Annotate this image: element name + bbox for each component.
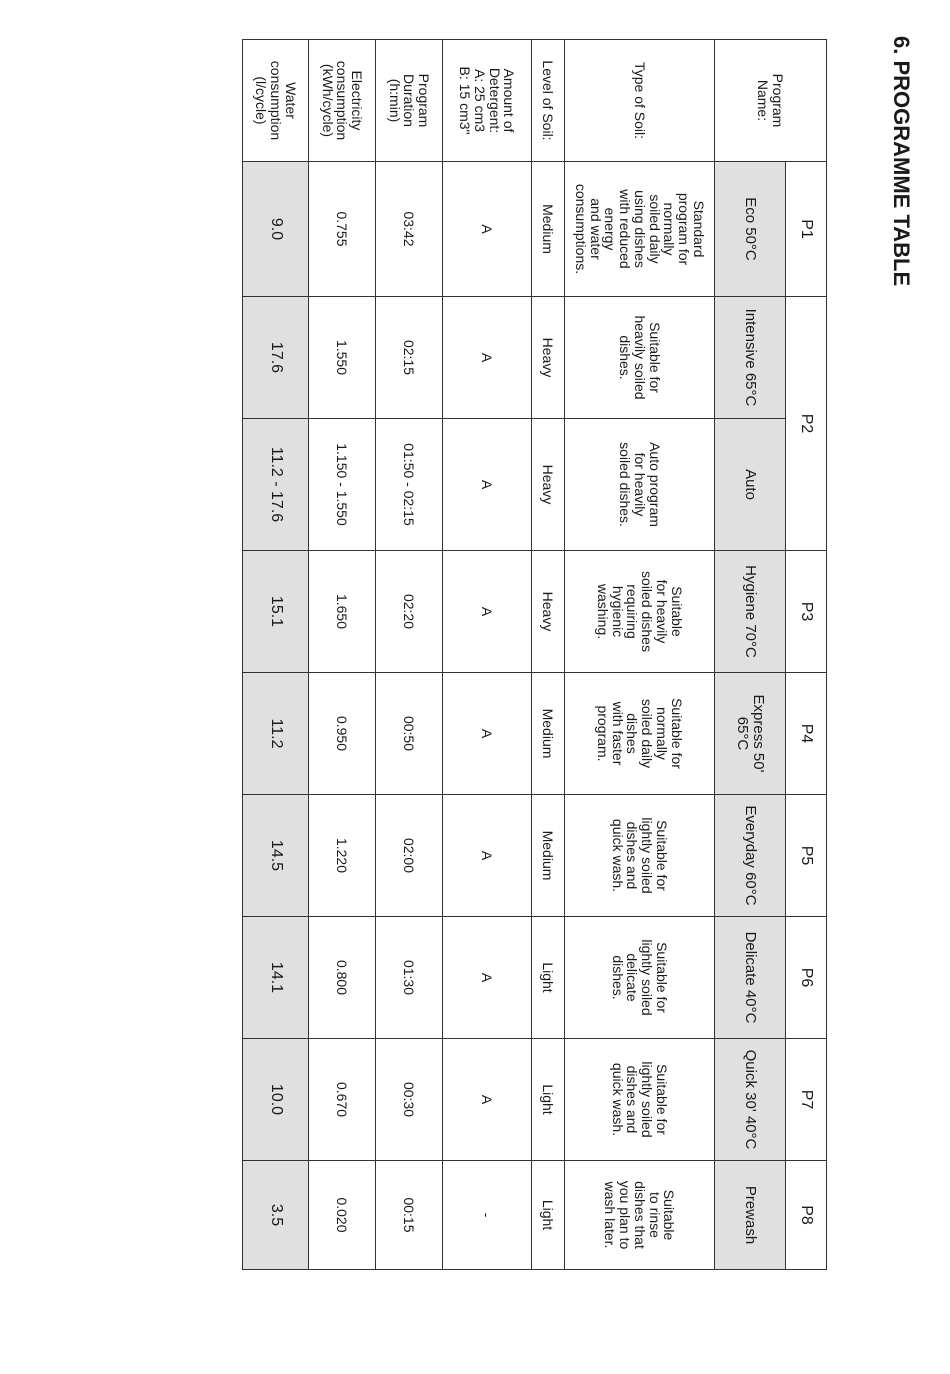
- cell-detergent: A: [443, 1038, 532, 1160]
- cell-water: 17.6: [242, 296, 309, 418]
- cell-electricity: 1.650: [309, 550, 376, 672]
- cell-detergent: A: [443, 916, 532, 1038]
- program-group-header: P7: [786, 1038, 827, 1160]
- cell-name: Eco 50°C: [715, 161, 786, 296]
- cell-water: 14.1: [242, 916, 309, 1038]
- cell-level: Heavy: [532, 418, 565, 550]
- cell-level: Heavy: [532, 550, 565, 672]
- cell-duration: 00:30: [376, 1038, 443, 1160]
- cell-detergent: A: [443, 296, 532, 418]
- row-header-level-of-soil: Level of Soil:: [532, 39, 565, 161]
- cell-level: Medium: [532, 794, 565, 916]
- cell-detergent: A: [443, 418, 532, 550]
- row-header-amount-of-detergent: Amount of Detergent: A: 25 cm3 B: 15 cm3": [443, 39, 532, 161]
- cell-name: Everyday 60°C: [715, 794, 786, 916]
- cell-name: Intensive 65°C: [715, 296, 786, 418]
- cell-name: Express 50' 65°C: [715, 672, 786, 794]
- row-header-program-name: Program Name:: [715, 39, 827, 161]
- cell-duration: 01:30: [376, 916, 443, 1038]
- cell-name: Prewash: [715, 1160, 786, 1270]
- program-group-header: P5: [786, 794, 827, 916]
- row-header-electricity-consumption: Electricity consumption (kWh/cycle): [309, 39, 376, 161]
- page-title: 6. PROGRAMME TABLE: [889, 36, 914, 287]
- cell-soil-type: Suitable for lightly soiled dishes and quick wash.: [565, 1038, 715, 1160]
- cell-level: Light: [532, 1038, 565, 1160]
- cell-duration: 00:15: [376, 1160, 443, 1270]
- cell-name: Auto: [715, 418, 786, 550]
- cell-electricity: 0.670: [309, 1038, 376, 1160]
- cell-soil-type: Suitable to rinse dishes that you plan to wash later.: [565, 1160, 715, 1270]
- row-header-program-duration: Program Duration (h:min): [376, 39, 443, 161]
- cell-soil-type: Standard program for normally soiled daily using dishes with reduced energy and water consumptions.: [565, 161, 715, 296]
- program-group-header: P4: [786, 672, 827, 794]
- cell-water: 3.5: [242, 1160, 309, 1270]
- cell-soil-type: Auto program for heavily soiled dishes.: [565, 418, 715, 550]
- cell-name: Hygiene 70°C: [715, 550, 786, 672]
- cell-detergent: A: [443, 550, 532, 672]
- row-header-type-of-soil: Type of Soil:: [565, 39, 715, 161]
- cell-duration: 02:15: [376, 296, 443, 418]
- cell-level: Heavy: [532, 296, 565, 418]
- cell-electricity: 1.550: [309, 296, 376, 418]
- cell-water: 11.2 - 17.6: [242, 418, 309, 550]
- cell-electricity: 0.800: [309, 916, 376, 1038]
- cell-soil-type: Suitable for heavily soiled dishes requiring hygienic washing.: [565, 550, 715, 672]
- cell-electricity: 1.220: [309, 794, 376, 916]
- page-title-wrapper: [883, 36, 919, 356]
- cell-soil-type: Suitable for lightly soiled delicate dishes.: [565, 916, 715, 1038]
- cell-duration: 00:50: [376, 672, 443, 794]
- cell-water: 10.0: [242, 1038, 309, 1160]
- cell-detergent: -: [443, 1160, 532, 1270]
- cell-electricity: 0.020: [309, 1160, 376, 1270]
- cell-detergent: A: [443, 672, 532, 794]
- cell-duration: 02:20: [376, 550, 443, 672]
- cell-name: Delicate 40°C: [715, 916, 786, 1038]
- cell-soil-type: Suitable for lightly soiled dishes and quick wash.: [565, 794, 715, 916]
- cell-level: Medium: [532, 672, 565, 794]
- cell-electricity: 1.150 - 1.550: [309, 418, 376, 550]
- cell-duration: 02:00: [376, 794, 443, 916]
- cell-duration: 01:50 - 02:15: [376, 418, 443, 550]
- cell-detergent: A: [443, 161, 532, 296]
- cell-duration: 03:42: [376, 161, 443, 296]
- program-group-header: P1: [786, 161, 827, 296]
- program-group-header: P6: [786, 916, 827, 1038]
- cell-name: Quick 30' 40°C: [715, 1038, 786, 1160]
- cell-water: 9.0: [242, 161, 309, 296]
- cell-level: Light: [532, 1160, 565, 1270]
- cell-soil-type: Suitable for normally soiled daily dishes with faster program.: [565, 672, 715, 794]
- cell-water: 14.5: [242, 794, 309, 916]
- program-group-header: P8: [786, 1160, 827, 1270]
- cell-level: Medium: [532, 161, 565, 296]
- programme-table: [209, 39, 827, 1270]
- cell-water: 11.2: [242, 672, 309, 794]
- cell-detergent: A: [443, 794, 532, 916]
- cell-water: 15.1: [242, 550, 309, 672]
- program-group-header: P2: [786, 296, 827, 550]
- cell-soil-type: Suitable for heavily soiled dishes.: [565, 296, 715, 418]
- cell-level: Light: [532, 916, 565, 1038]
- cell-electricity: 0.950: [309, 672, 376, 794]
- cell-electricity: 0.755: [309, 161, 376, 296]
- program-group-header: P3: [786, 550, 827, 672]
- row-header-water-consumption: Water consumption (l/cycle): [242, 39, 309, 161]
